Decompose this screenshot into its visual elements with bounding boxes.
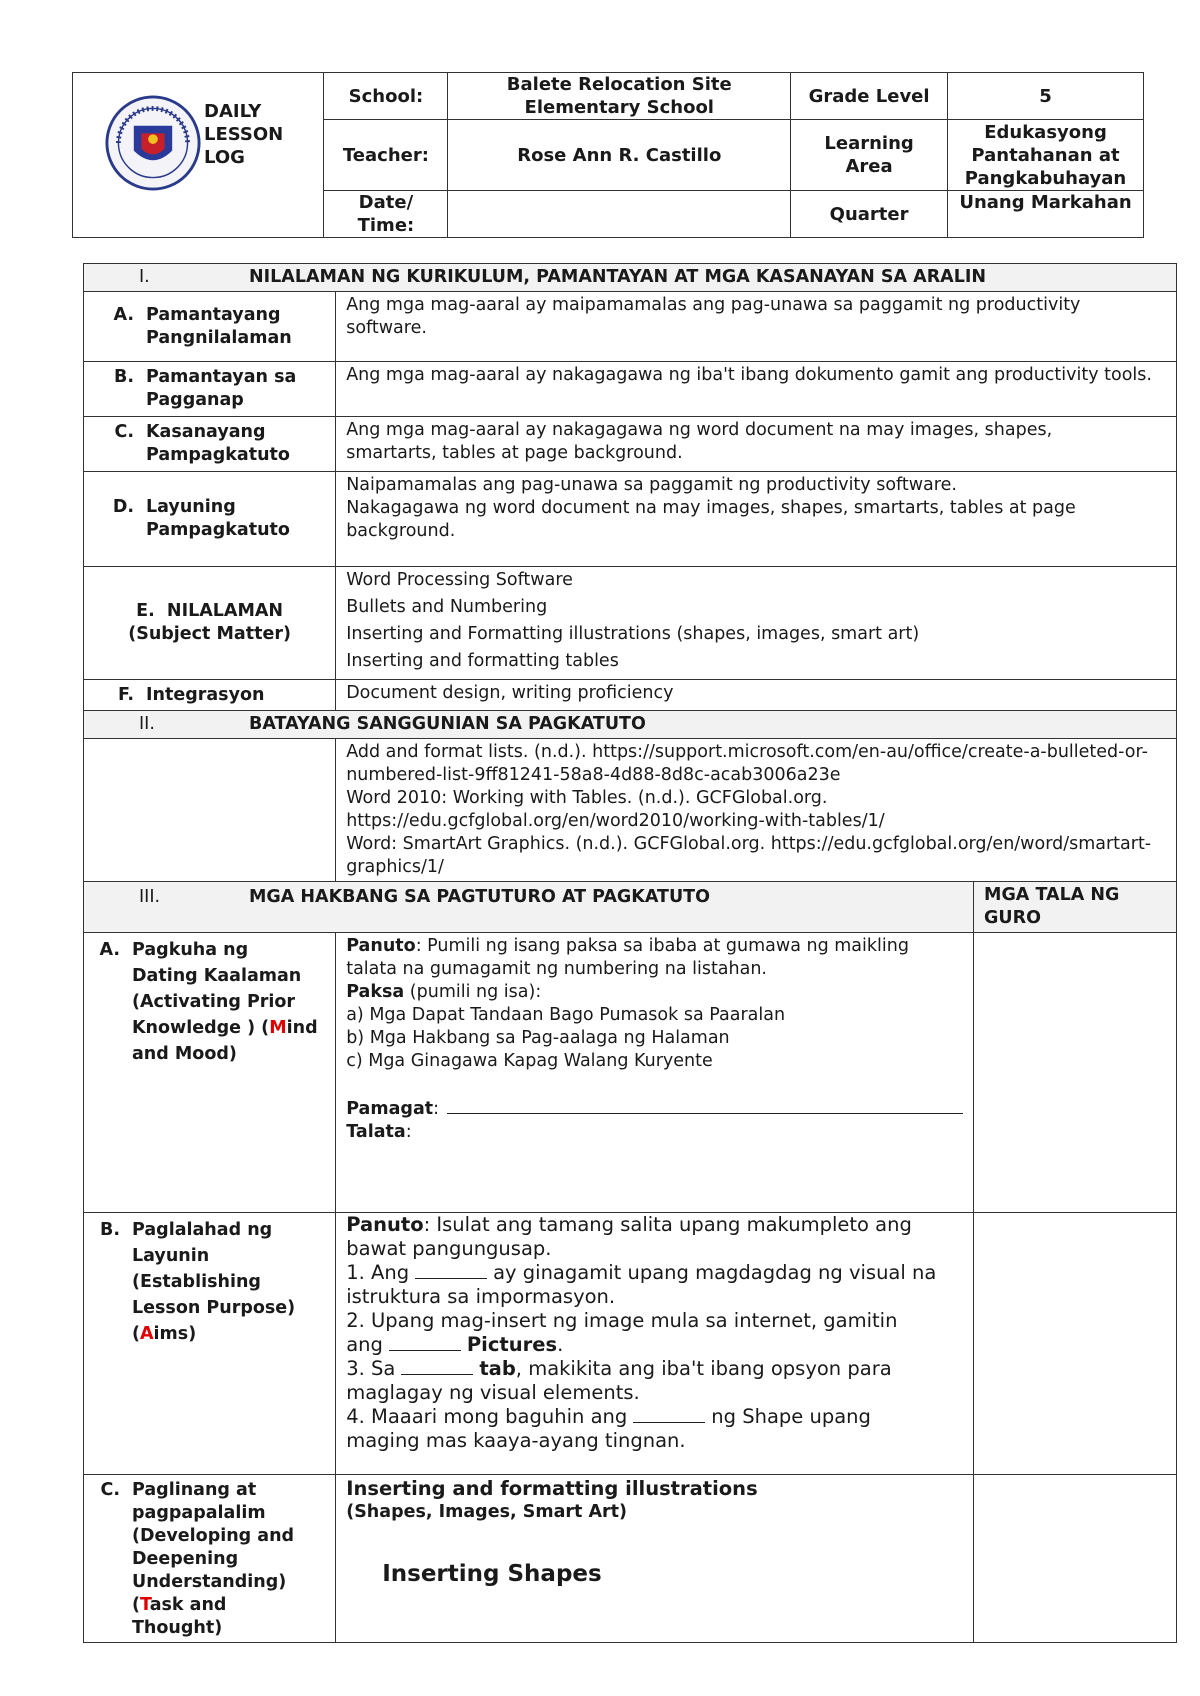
step-c-title: Inserting and formatting illustrations <box>346 1477 758 1500</box>
row-e: E. NILALAMAN (Subject Matter) Word Processing Software Bullets and Numbering Inserting and Formatting illustrations (shapes, images, smart art) Inserting and formatting tables <box>84 567 1177 680</box>
row-e-content: Word Processing Software Bullets and Numbering Inserting and Formatting illustrations (shapes, images, smart art) Inserting and formatting tables <box>336 567 1177 680</box>
pamagat-line <box>447 1096 963 1114</box>
step-c-content <box>336 1475 974 1643</box>
step-c-heading: Inserting Shapes <box>382 1561 602 1587</box>
quarter-value: Unang Markahan <box>948 191 1144 238</box>
teacher-value: Rose Ann R. Castillo <box>448 120 791 191</box>
row-d: D. Layuning Pampagkatuto Naipamamalas ang pag-unawa sa paggamit ng productivity software. Nakagagawa ng word document na may images, shapes, smartarts, tables at page background. <box>84 472 1177 567</box>
area-value: Edukasyong Pantahanan at Pangkabuhayan <box>948 120 1144 191</box>
row-d-content: Naipamamalas ang pag-unawa sa paggamit ng productivity software. Nakagagawa ng word document na may images, shapes, smartarts, tables at page background. <box>336 472 1177 567</box>
step-a-notes <box>974 933 1177 1213</box>
row-b-content: Ang mga mag-aaral ay nakagagawa ng iba't ibang dokumento gamit ang productivity tools. <box>336 362 1177 417</box>
step-a-row: A. Pagkuha ng Dating Kaalaman (Activating Prior Knowledge ) (Mind and Mood) Panuto: Pumili ng isang paksa sa ibaba at gumawa ng maikling talata na gumagamit ng numbering na listahan. Paksa (pumili ng isa): a) Mga Dapat Tandaan Bago Pumasok sa Paaralan b) Mga Hakbang sa Pag-aalaga ng Halaman c) Mga Ginagawa Kapag Walang Kuryente Pamagat: Talata: <box>84 933 1177 1213</box>
row-a-content: Ang mga mag-aaral ay maipamamalas ang pag-unawa sa paggamit ng productivity software. <box>336 292 1177 362</box>
row-c: C. Kasanayang Pampagkatuto Ang mga mag-aaral ay nakagagawa ng word document na may images, shapes, smartarts, tables at page background. <box>84 417 1177 472</box>
deped-seal-icon <box>105 95 201 191</box>
school-label: School: <box>324 73 448 120</box>
section-3-header: III. MGA HAKBANG SA PAGTUTURO AT PAGKATUTO MGA TALA NG GURO <box>84 882 1177 933</box>
section-1-title: NILALAMAN NG KURIKULUM, PAMANTAYAN AT MGA KASANAYAN SA ARALIN <box>249 267 987 287</box>
date-label: Date/ Time: <box>324 191 448 238</box>
dll-title: DAILY LESSON LOG <box>204 101 284 168</box>
header-table <box>72 72 1144 238</box>
row-f-content: Document design, writing proficiency <box>336 680 1177 711</box>
references-content: Add and format lists. (n.d.). https://support.microsoft.com/en-au/office/create-a-bulleted-or- numbered-list-9ff81241-58a8-4d88-8d8c-acab3006a23e Word 2010: Working with Tables. (n.d.). GCFGlobal.org. https://edu.gcfglobal.org/en/word2010/working-with-tables/1/ Word: SmartArt Graphics. (n.d.). GCFGlobal.org. https://edu.gcfglobal.org/en/word/smartart- graphics/1/ <box>336 739 1177 882</box>
lesson-table <box>83 263 1177 1643</box>
quarter-label: Quarter <box>791 191 948 238</box>
row-a: A. Pamantayang Pangnilalaman Ang mga mag-aaral ay maipamamalas ang pag-unawa sa paggamit ng productivity software. <box>84 292 1177 362</box>
teacher-label: Teacher: <box>324 120 448 191</box>
step-b-content: Panuto: Isulat ang tamang salita upang makumpleto ang bawat pangungusap. 1. Ang ay ginagamit upang magdagdag ng visual na istruktura sa impormasyon. 2. Upang mag-insert ng image mula sa internet, gamitin ang Pictures. 3. Sa tab, makikita ang iba't ibang opsyon para maglagay ng visual elements. 4. Maaari mong baguhin ang ng Shape upang maging mas kaaya-ayang tingnan. <box>336 1213 974 1475</box>
step-b-notes <box>974 1213 1177 1475</box>
step-c-subtitle: (Shapes, Images, Smart Art) <box>346 1502 628 1522</box>
step-b-row: B. Paglalahad ng Layunin (Establishing Lesson Purpose) (Aims) Panuto: Isulat ang tamang salita upang makumpleto ang bawat pangungusap. 1. Ang ay ginagamit upang magdagdag ng visual na istruktura sa impormasyon. 2. Upang mag-insert ng image mula sa internet, gamitin ang Pictures. 3. Sa tab, makikita ang iba't ibang opsyon para maglagay ng visual elements. 4. Maaari mong baguhin ang ng Shape upang maging mas kaaya-ayang tingnan. <box>84 1213 1177 1475</box>
logo-cell <box>73 73 324 238</box>
step-c-notes <box>974 1475 1177 1643</box>
section-2-title: BATAYANG SANGGUNIAN SA PAGKATUTO <box>249 714 646 734</box>
area-label: Learning Area <box>791 120 948 191</box>
grade-label: Grade Level <box>791 73 948 120</box>
row-c-content: Ang mga mag-aaral ay nakagagawa ng word document na may images, shapes, smartarts, tables at page background. <box>336 417 1177 472</box>
section-2-header: II. BATAYANG SANGGUNIAN SA PAGKATUTO <box>84 711 1177 739</box>
row-b: B. Pamantayan sa Pagganap Ang mga mag-aaral ay nakagagawa ng iba't ibang dokumento gamit ang productivity tools. <box>84 362 1177 417</box>
step-c-row: C. Paglinang at pagpapalalim (Developing and Deepening Understanding) (Task and Thought) Inserting and formatting illustrations (Shapes, Images, Smart Art) Inserting Shapes <box>84 1475 1177 1643</box>
step-a-content: Panuto: Pumili ng isang paksa sa ibaba at gumawa ng maikling talata na gumagamit ng numbering na listahan. Paksa (pumili ng isa): a) Mga Dapat Tandaan Bago Pumasok sa Paaralan b) Mga Hakbang sa Pag-aalaga ng Halaman c) Mga Ginagawa Kapag Walang Kuryente Pamagat: Talata: <box>336 933 974 1213</box>
section-3-title: MGA HAKBANG SA PAGTUTURO AT PAGKATUTO <box>249 887 710 907</box>
section-1-header: I. NILALAMAN NG KURIKULUM, PAMANTAYAN AT MGA KASANAYAN SA ARALIN <box>84 264 1177 292</box>
references-row <box>84 739 1177 882</box>
school-value: Balete Relocation Site Elementary School <box>448 73 791 120</box>
date-value <box>448 191 791 238</box>
grade-value: 5 <box>948 73 1144 120</box>
notes-header: MGA TALA NG GURO <box>974 882 1177 933</box>
row-f: F. Integrasyon Document design, writing proficiency <box>84 680 1177 711</box>
